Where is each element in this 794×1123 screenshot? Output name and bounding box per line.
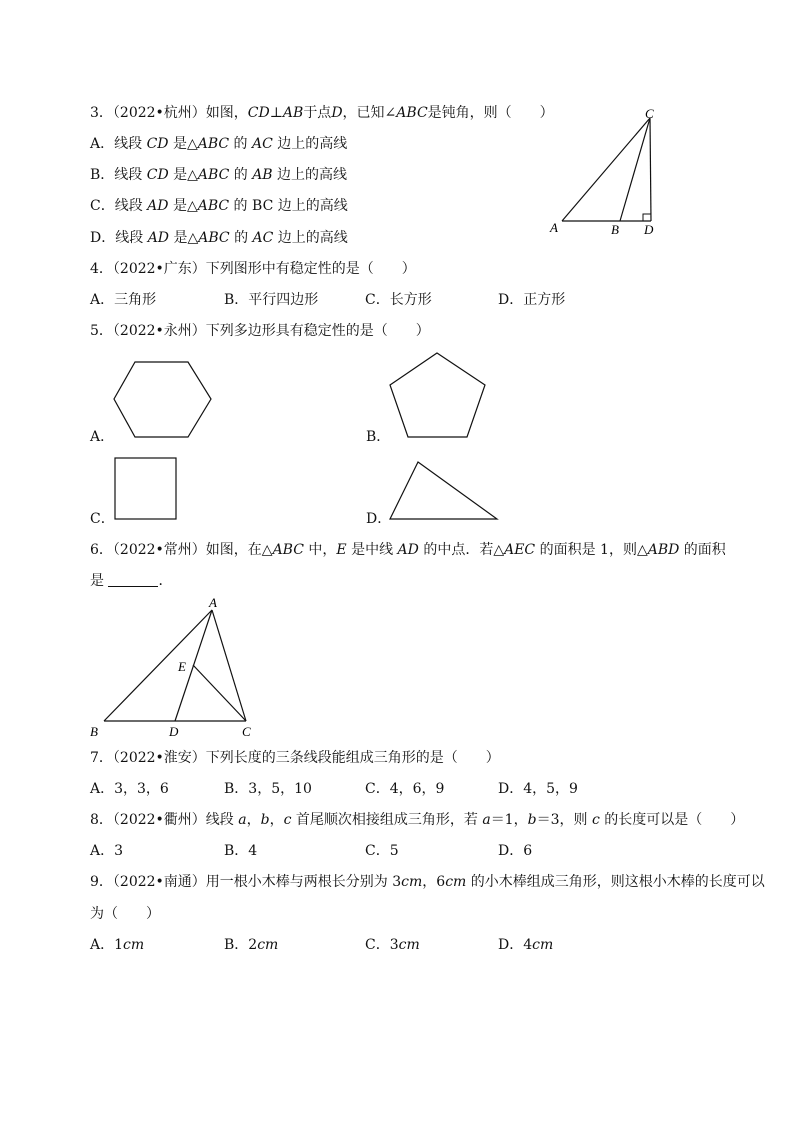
q4-option-b[interactable]: B．平行四边形 bbox=[224, 292, 319, 308]
q5-option-b[interactable]: B． bbox=[366, 429, 391, 445]
q4-option-a[interactable]: A．三角形 bbox=[90, 292, 157, 308]
q7-option-c[interactable]: C．4，6，9 bbox=[365, 781, 445, 797]
q9-option-a[interactable]: A．1cm bbox=[90, 937, 145, 953]
q3-figure-obtuse-triangle bbox=[540, 104, 670, 240]
q4-option-d[interactable]: D．正方形 bbox=[498, 292, 566, 308]
q5-square-shape bbox=[114, 457, 178, 521]
q8-stem: 8．（2022•衢州）线段 a，b，c 首尾顺次相接组成三角形，若 a＝1，b＝3，则 c 的长度可以是（ ） bbox=[90, 812, 745, 828]
q6-label-b: B bbox=[90, 724, 98, 739]
q5-option-a[interactable]: A． bbox=[90, 429, 115, 445]
q3-label-a: A bbox=[550, 220, 558, 235]
q5-triangle-shape bbox=[388, 460, 500, 522]
q9-option-b[interactable]: B．2cm bbox=[224, 937, 279, 953]
q3-option-c[interactable]: C．线段 AD 是△ABC 的 BC 边上的高线 bbox=[90, 198, 348, 214]
q5-hexagon-shape bbox=[112, 360, 216, 440]
q6-label-d: D bbox=[169, 724, 179, 739]
q7-option-a[interactable]: A．3，3，6 bbox=[90, 781, 169, 797]
q8-option-d[interactable]: D．6 bbox=[498, 843, 533, 859]
q5-pentagon-shape bbox=[388, 351, 488, 441]
q9-option-c[interactable]: C．3cm bbox=[365, 937, 420, 953]
q3-label-b: B bbox=[611, 222, 619, 237]
q5-stem: 5．（2022•永州）下列多边形具有稳定性的是（ ） bbox=[90, 323, 430, 339]
q5-option-c[interactable]: C． bbox=[90, 511, 115, 527]
q6-label-a: A bbox=[209, 595, 217, 610]
q6-label-c: C bbox=[242, 724, 251, 739]
q8-option-a[interactable]: A．3 bbox=[90, 843, 124, 859]
q8-option-c[interactable]: C．5 bbox=[365, 843, 399, 859]
q4-option-c[interactable]: C．长方形 bbox=[365, 292, 432, 308]
q7-option-b[interactable]: B．3，5，10 bbox=[224, 781, 312, 797]
q7-stem: 7．（2022•淮安）下列长度的三条线段能组成三角形的是（ ） bbox=[90, 750, 500, 766]
q6-stem-line1: 6．（2022•常州）如图，在△ABC 中，E 是中线 AD 的中点．若△AEC 的面积是 1，则△ABD 的面积 bbox=[90, 542, 726, 558]
q7-option-d[interactable]: D．4，5，9 bbox=[498, 781, 578, 797]
q3-option-d[interactable]: D．线段 AD 是△ABC 的 AC 边上的高线 bbox=[90, 230, 348, 246]
q6-label-e: E bbox=[178, 659, 186, 674]
q4-stem: 4．（2022•广东）下列图形中有稳定性的是（ ） bbox=[90, 261, 416, 277]
answer-blank[interactable] bbox=[108, 572, 158, 587]
q3-label-d: D bbox=[644, 222, 654, 237]
q3-option-a[interactable]: A．线段 CD 是△ABC 的 AC 边上的高线 bbox=[90, 136, 348, 152]
q6-stem-line2: 是 ． bbox=[90, 573, 173, 589]
q3-stem: 3．（2022•杭州）如图，CD⊥AB于点D，已知∠ABC是钝角，则（ ） bbox=[90, 105, 554, 121]
q3-option-b[interactable]: B．线段 CD 是△ABC 的 AB 边上的高线 bbox=[90, 167, 348, 183]
q9-stem-line1: 9．（2022•南通）用一根小木棒与两根长分别为 3cm，6cm 的小木棒组成三角形，则这根小木棒的长度可以 bbox=[90, 874, 765, 890]
q8-option-b[interactable]: B．4 bbox=[224, 843, 258, 859]
q3-label-c: C bbox=[645, 106, 654, 121]
q6-figure-triangle-median bbox=[88, 595, 260, 740]
q9-stem-line2: 为（ ） bbox=[90, 906, 160, 922]
q5-option-d[interactable]: D． bbox=[366, 511, 392, 527]
q9-option-d[interactable]: D．4cm bbox=[498, 937, 554, 953]
